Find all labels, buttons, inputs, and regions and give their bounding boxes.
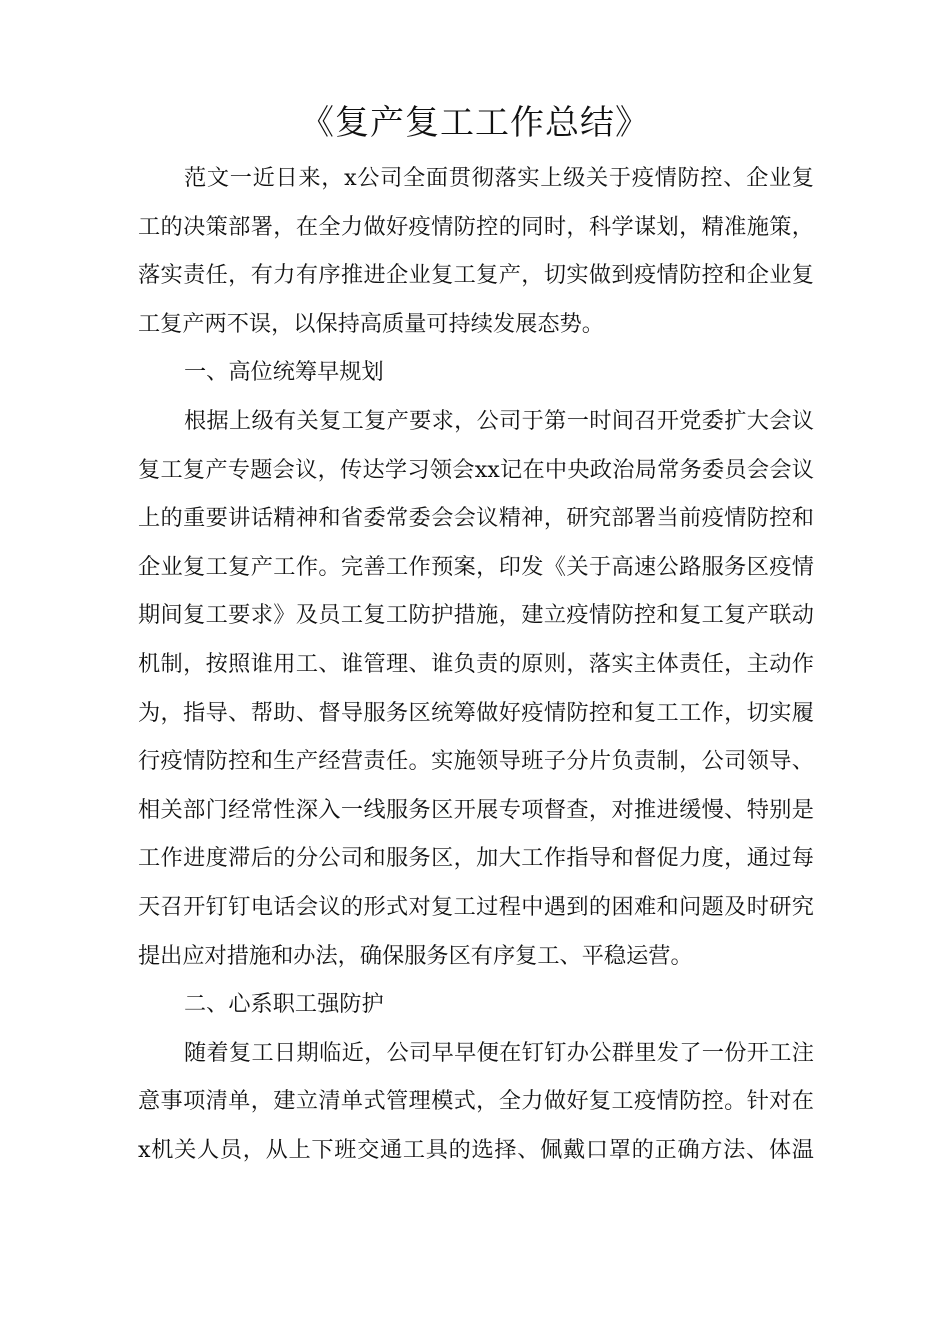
paragraph-line: 意事项清单，建立清单式管理模式，全力做好复工疫情防控。针对在 [138,1088,814,1115]
paragraph-line: 行疫情防控和生产经营责任。实施领导班子分片负责制，公司领导、 [138,748,814,775]
section-heading: 一、高位统筹早规划 [184,359,384,386]
paragraph-line: 为，指导、帮助、督导服务区统筹做好疫情防控和复工工作，切实履 [138,699,814,726]
paragraph-line: 工作进度滞后的分公司和服务区，加大工作指导和督促力度，通过每 [138,845,814,872]
paragraph-line: 上的重要讲话精神和省委常委会会议精神，研究部署当前疫情防控和 [138,505,814,532]
paragraph-line: 提出应对措施和办法，确保服务区有序复工、平稳运营。 [138,942,693,969]
document-body [138,154,814,1174]
paragraph-line: 范文一近日来，x公司全面贯彻落实上级关于疫情防控、企业复 [184,165,814,191]
paragraph-line: 复工复产专题会议，传达学习领会xx记在中央政治局常务委员会会议 [138,456,814,483]
section-heading: 二、心系职工强防护 [184,991,384,1018]
paragraph-line: 根据上级有关复工复产要求，公司于第一时间召开党委扩大会议 [184,407,814,434]
paragraph-line: 落实责任，有力有序推进企业复工复产，切实做到疫情防控和企业复 [138,262,814,289]
paragraph-line: 工的决策部署，在全力做好疫情防控的同时，科学谋划，精准施策， [138,213,814,240]
document-title: 《复产复工工作总结》 [300,103,650,143]
paragraph-line: 随着复工日期临近，公司早早便在钉钉办公群里发了一份开工注 [184,1039,814,1066]
paragraph-line: 机制，按照谁用工、谁管理、谁负责的原则，落实主体责任，主动作 [138,650,814,677]
paragraph-line: 期间复工要求》及员工复工防护措施，建立疫情防控和复工复产联动 [138,602,814,629]
paragraph-line: 天召开钉钉电话会议的形式对复工过程中遇到的困难和问题及时研究 [138,893,814,920]
paragraph-line: 企业复工复产工作。完善工作预案，印发《关于高速公路服务区疫情 [138,553,814,580]
paragraph-line: x机关人员，从上下班交通工具的选择、佩戴口罩的正确方法、体温 [138,1136,814,1163]
paragraph-line: 工复产两不误，以保持高质量可持续发展态势。 [138,310,604,337]
paragraph-line: 相关部门经常性深入一线服务区开展专项督查，对推进缓慢、特别是 [138,796,814,823]
